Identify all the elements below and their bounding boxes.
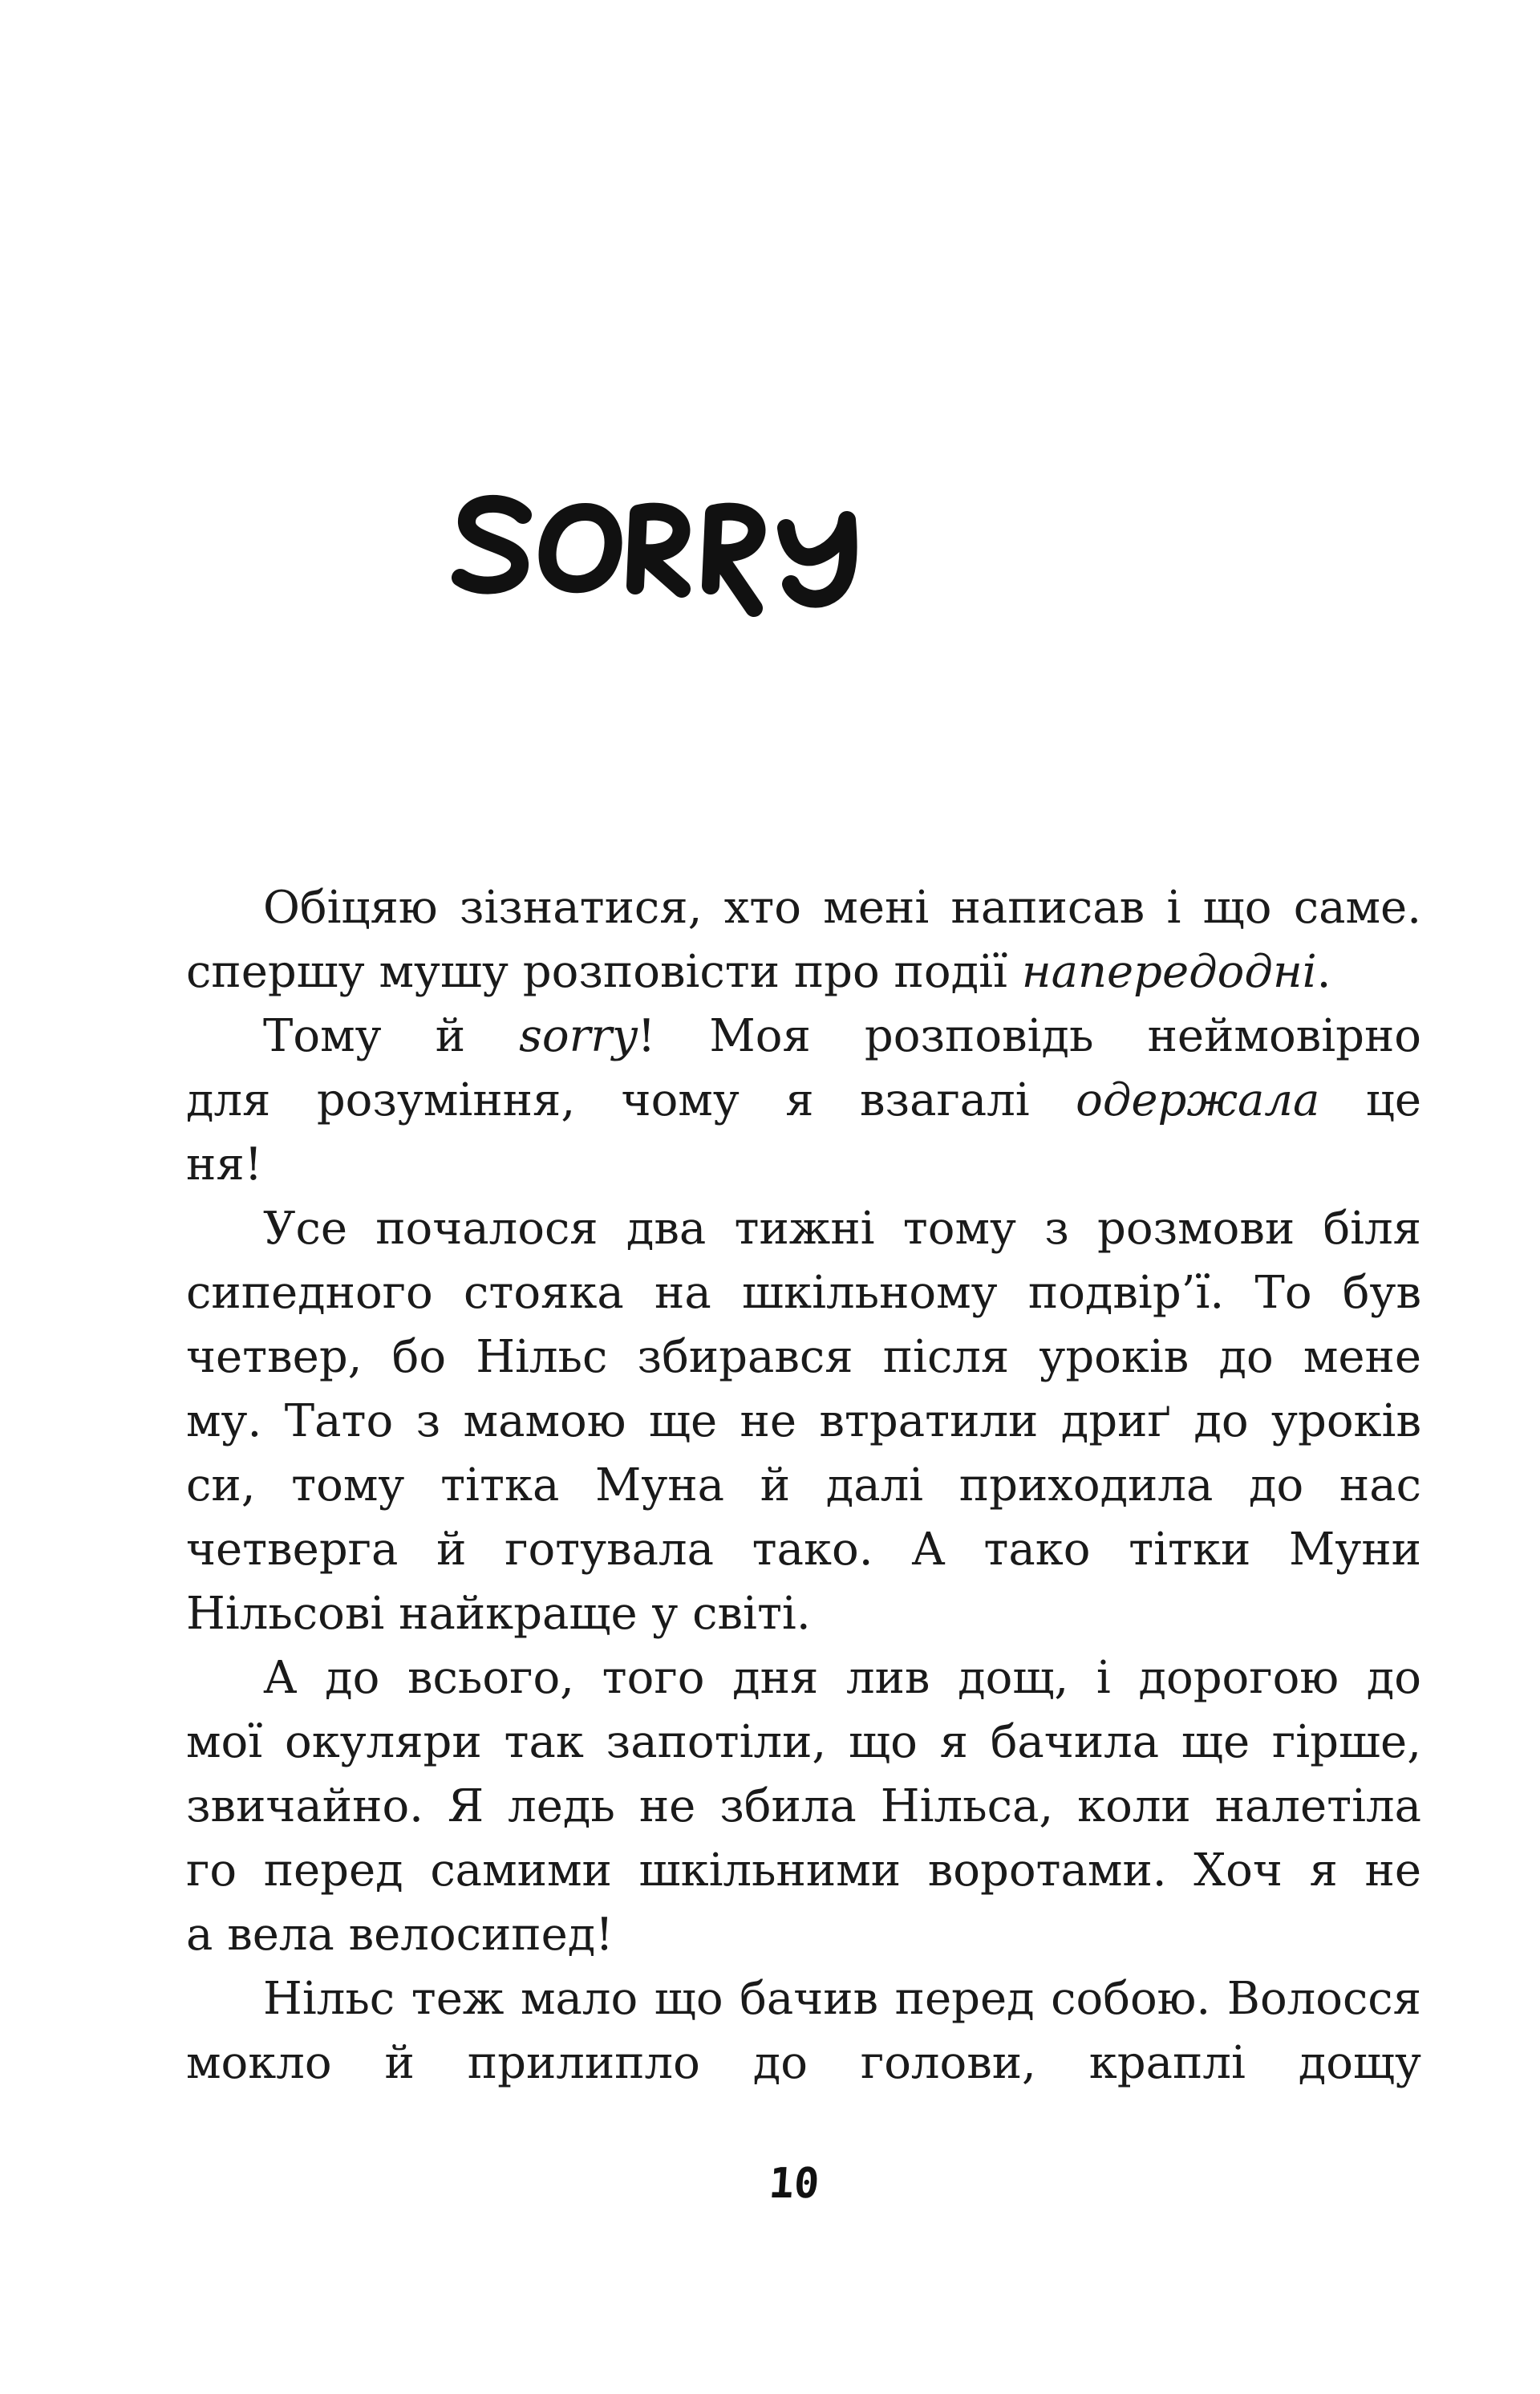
text-segment: четвер, бо Нільс збирався після уроків до мене (186, 1331, 1421, 1383)
text-line (186, 1197, 1421, 1261)
text-line (186, 876, 1421, 940)
text-segment: А до всього, того дня лив дощ, і дорогою до (263, 1652, 1421, 1704)
text-line (186, 1325, 1421, 1390)
text-line (186, 1839, 1421, 1903)
text-segment: мокло й прилипло до голови, краплі дощу (186, 2037, 1421, 2089)
page-number: 10 (767, 2160, 821, 2208)
text-line (186, 1261, 1421, 1325)
text-line (186, 1069, 1421, 1133)
title-letter-r2 (711, 512, 756, 608)
text-segment: Обіцяю зізнатися, хто мені написав і що саме. (263, 882, 1421, 934)
title-letter-y (786, 520, 849, 599)
emphasized-text: sorry (519, 1010, 638, 1062)
title-letter-r1 (635, 512, 682, 589)
text-segment: Тому й (263, 1010, 520, 1062)
text-line (186, 1004, 1421, 1069)
text-line (186, 1390, 1421, 1454)
chapter-title-lettering (449, 465, 866, 626)
text-segment: мої окуляри так запотіли, що я бачила ще гірше, (186, 1716, 1421, 1768)
text-line (186, 1454, 1421, 1518)
text-segment: Нільсові найкраще у світі. (186, 1588, 811, 1640)
text-segment: Нільс теж мало що бачив перед собою. Волосся (263, 1973, 1421, 2025)
text-segment: для розуміння, чому я взагалі (186, 1074, 1076, 1126)
text-segment: . (1316, 946, 1331, 998)
text-line (186, 1582, 1421, 1646)
text-segment: а вела велосипед! (186, 1909, 614, 1961)
text-segment: Усе почалося два тижні тому з розмови біля (263, 1203, 1421, 1255)
text-segment: си, тому тітка Муна й далі приходила до нас (186, 1459, 1421, 1511)
body-text (186, 876, 1421, 2096)
text-line (186, 1775, 1421, 1839)
emphasized-text: одержала (1076, 1074, 1320, 1126)
title-letter-o (548, 512, 614, 584)
chapter-title (449, 465, 866, 626)
text-segment: спершу мушу розповісти про події (186, 946, 1022, 998)
text-segment: му. Тато з мамою ще не втратили дриґ до уроків (186, 1395, 1421, 1447)
text-line (186, 1133, 1421, 1197)
text-segment: го перед самими шкільними воротами. Хоч я не (186, 1844, 1421, 1897)
text-segment: сипедного стояка на шкільному подвір’ї. То був (186, 1267, 1421, 1319)
text-line (186, 2031, 1421, 2096)
text-segment: четверга й готувала тако. А тако тітки Муни (186, 1524, 1421, 1576)
text-line (186, 1967, 1421, 2031)
text-line (186, 1518, 1421, 1582)
text-line (186, 1903, 1421, 1967)
title-letter-s (460, 504, 523, 586)
text-segment: ! Моя розповідь неймовірно (637, 1010, 1421, 1062)
text-line (186, 1646, 1421, 1710)
text-line (186, 1710, 1421, 1775)
text-segment: звичайно. Я ледь не збила Нільса, коли налетіла (186, 1780, 1421, 1832)
text-segment: це (1365, 1074, 1421, 1126)
text-line (186, 940, 1421, 1004)
emphasized-text: напередодні (1021, 946, 1317, 998)
text-segment: ня! (186, 1138, 263, 1191)
